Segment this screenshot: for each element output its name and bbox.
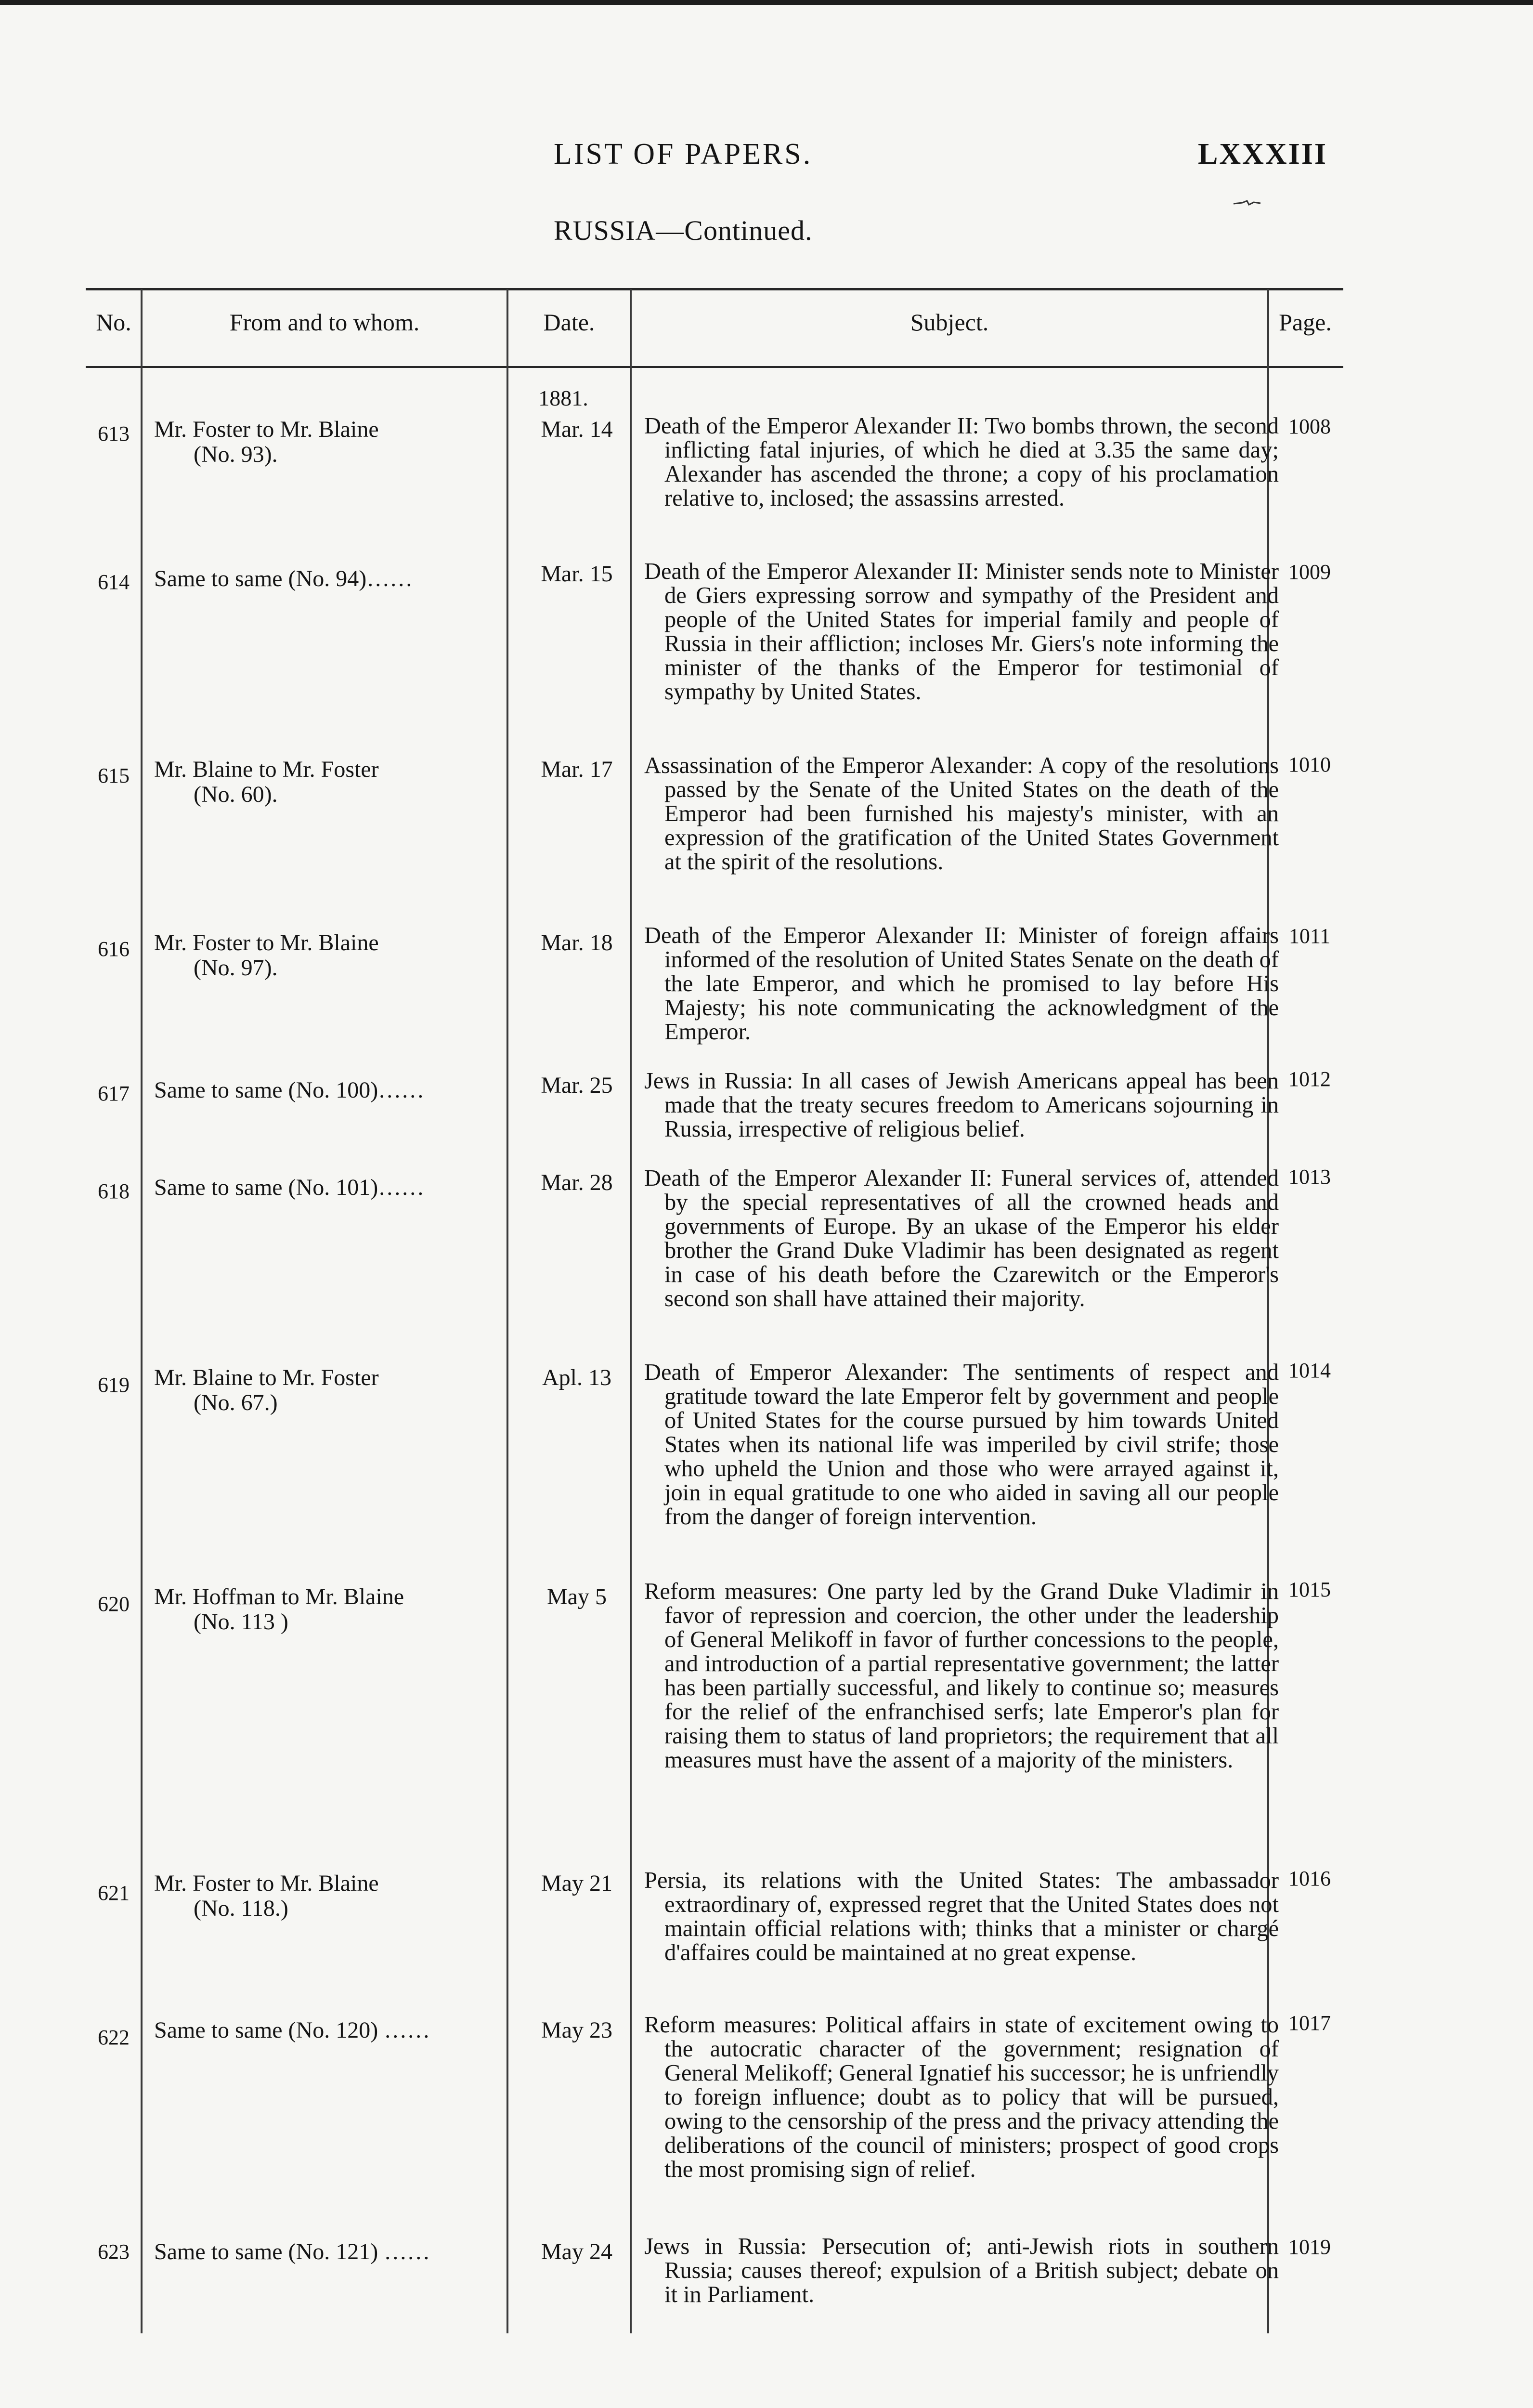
table-top-rule xyxy=(86,288,1343,290)
entry-subject: Jews in Russia: In all cases of Jewish Americans appeal has been made that the treaty secures freedom to Americans sojourning in Russia, irrespective of religious belief. xyxy=(644,1068,1279,1142)
entry-date: May 23 xyxy=(541,2017,612,2043)
entry-correspondents xyxy=(154,1584,501,1635)
entry-subject: Death of the Emperor Alexander II: Two bombs thrown, the second inflicting fatal injuries, of which he died at 3.35 the same day; Alexander has ascended the throne; a copy of his proclamation relative to, inclosed; the assassins arrested. xyxy=(644,413,1279,511)
header-date: Date. xyxy=(543,309,595,336)
correspondents-line: Mr. Blaine to Mr. Foster xyxy=(154,1365,379,1390)
correspondents-line: Same to same (No. 94)…… xyxy=(154,566,413,591)
correspondents-line: Same to same (No. 120) …… xyxy=(154,2017,430,2043)
entry-number: 619 xyxy=(98,1373,130,1397)
entry-page: 1017 xyxy=(1288,2011,1331,2035)
entry-number: 613 xyxy=(98,422,130,445)
entry-page: 1010 xyxy=(1288,753,1331,776)
page-number: LXXXIII xyxy=(1198,138,1328,170)
entry-number: 622 xyxy=(98,2026,130,2049)
entry-date: May 5 xyxy=(547,1584,607,1610)
correspondents-line: Same to same (No. 121) …… xyxy=(154,2239,430,2264)
entry-date: May 24 xyxy=(541,2239,612,2264)
entry-correspondents xyxy=(154,757,501,807)
correspondents-line: Mr. Foster to Mr. Blaine xyxy=(154,930,379,955)
entry-subject: Death of the Emperor Alexander II: Minister of foreign affairs informed of the resolution of United States Senate on the death of the late Emperor, and which he promised to lay before His Majesty; his note communicating the acknowledgment of the Emperor. xyxy=(644,923,1279,1045)
ink-smudge-mark xyxy=(1233,200,1261,207)
entry-correspondents xyxy=(154,1078,501,1103)
entry-number: 621 xyxy=(98,1881,130,1905)
header-page: Page. xyxy=(1279,309,1332,336)
dispatch-number: (No. 113 ) xyxy=(194,1609,288,1635)
year-label: 1881. xyxy=(538,386,588,410)
header-no: No. xyxy=(96,309,131,336)
entry-page: 1008 xyxy=(1288,415,1331,438)
dispatch-number: (No. 97). xyxy=(194,955,278,981)
column-rule-no xyxy=(141,289,143,2333)
dispatch-number: (No. 93). xyxy=(194,442,278,467)
entry-page: 1019 xyxy=(1288,2235,1331,2259)
entry-correspondents xyxy=(154,566,501,591)
correspondents-line: Mr. Blaine to Mr. Foster xyxy=(154,757,379,782)
running-head: LIST OF PAPERS. xyxy=(554,138,813,170)
entry-correspondents xyxy=(154,1871,501,1921)
header-from: From and to whom. xyxy=(229,309,420,336)
entry-date: May 21 xyxy=(541,1871,612,1896)
entry-subject: Death of Emperor Alexander: The sentiments of respect and gratitude toward the late Emperor felt by government and people of United States for the course pursued by him towards United States when its national life was imperiled by civil strife; those who upheld the Union and those who were arrayed against it, join in equal gratitude to one who aided in saving all our people from the danger of foreign intervention. xyxy=(644,1360,1279,1530)
column-rule-date xyxy=(630,289,632,2333)
header-subject: Subject. xyxy=(910,309,989,336)
entry-page: 1009 xyxy=(1288,560,1331,584)
dispatch-number: (No. 60). xyxy=(194,782,278,807)
entry-page: 1015 xyxy=(1288,1578,1331,1601)
entry-number: 623 xyxy=(98,2240,130,2264)
entry-subject: Reform measures: Political affairs in state of excitement owing to the autocratic character of the government; resignation of General Melikoff; General Ignatief his successor; he is unfriendly to foreign influence; doubt as to policy that will be pursued, owing to the censorship of the press and the privacy attending the deliberations of the council of ministers; prospect of good crops the most promising sign of relief. xyxy=(644,2012,1279,2182)
entry-number: 616 xyxy=(98,937,130,961)
entry-date: Mar. 18 xyxy=(541,930,613,955)
entry-correspondents xyxy=(154,930,501,981)
entry-correspondents xyxy=(154,1175,501,1200)
section-title: RUSSIA—Continued. xyxy=(554,215,813,246)
entry-subject: Death of the Emperor Alexander II: Funeral services of, attended by the special representatives of all the crowned heads and governments of Europe. By an ukase of the Emperor his elder brother the Grand Duke Vladimir has been designated as regent in case of his death before the Czarewitch or the Emperor's second son shall have attained their majority. xyxy=(644,1165,1279,1311)
entry-correspondents xyxy=(154,2239,501,2264)
entry-page: 1011 xyxy=(1288,924,1331,948)
table-header-rule xyxy=(86,366,1343,368)
entry-subject: Reform measures: One party led by the Grand Duke Vladimir in favor of repression and coercion, the other under the leadership of General Melikoff in favor of further concessions to the people, and introduction of a partial representative government; the latter has been partially successful, and likely to continue so; measures for the relief of the enfranchised serfs; late Emperor's plan for raising them to status of land proprietors; the requirement that all measures must have the assent of a majority of the ministers. xyxy=(644,1579,1279,1773)
correspondents-line: Mr. Foster to Mr. Blaine xyxy=(154,417,379,442)
entry-page: 1014 xyxy=(1288,1359,1331,1382)
entry-number: 615 xyxy=(98,764,130,787)
entry-page: 1016 xyxy=(1288,1867,1331,1890)
entry-subject: Death of the Emperor Alexander II: Minister sends note to Minister de Giers expressing sorrow and sympathy of the President and people of the United States for imperial family and people of Russia in their affliction; incloses Mr. Giers's note informing the minister of the thanks of the Emperor for testimonial of sympathy by United States. xyxy=(644,559,1279,705)
entry-subject: Persia, its relations with the United States: The ambassador extraordinary of, expressed regret that the United States does not maintain official relations with; thinks that a minister or chargé d'affaires could be maintained at no great expense. xyxy=(644,1868,1279,1965)
entry-number: 617 xyxy=(98,1082,130,1105)
correspondents-line: Same to same (No. 101)…… xyxy=(154,1175,425,1200)
entry-correspondents xyxy=(154,1365,501,1415)
entry-correspondents xyxy=(154,417,501,467)
entry-page: 1012 xyxy=(1288,1067,1331,1091)
entry-date: Mar. 14 xyxy=(541,417,613,442)
entry-date: Mar. 17 xyxy=(541,757,613,782)
correspondents-line: Same to same (No. 100)…… xyxy=(154,1077,425,1103)
entry-page: 1013 xyxy=(1288,1165,1331,1189)
entry-number: 614 xyxy=(98,570,130,594)
entry-date: Mar. 25 xyxy=(541,1073,613,1098)
entry-number: 618 xyxy=(98,1179,130,1203)
entry-subject: Jews in Russia: Persecution of; anti-Jewish riots in southern Russia; causes thereof; expulsion of a British subject; debate on it in Parliament. xyxy=(644,2234,1279,2307)
entry-number: 620 xyxy=(98,1592,130,1616)
page-top-rule xyxy=(0,0,1533,5)
correspondents-line: Mr. Foster to Mr. Blaine xyxy=(154,1871,379,1896)
entry-subject: Assassination of the Emperor Alexander: A copy of the resolutions passed by the Senate of the United States on the death of the Emperor had been furnished his majesty's minister, with an expression of the gratification of the United States Government at the spirit of the resolutions. xyxy=(644,753,1279,875)
dispatch-number: (No. 118.) xyxy=(194,1896,288,1921)
column-rule-from xyxy=(507,289,508,2333)
dispatch-number: (No. 67.) xyxy=(194,1390,278,1415)
entry-date: Mar. 15 xyxy=(541,561,613,587)
correspondents-line: Mr. Hoffman to Mr. Blaine xyxy=(154,1584,404,1610)
entry-correspondents xyxy=(154,2018,501,2043)
entry-date: Apl. 13 xyxy=(542,1365,611,1390)
entry-date: Mar. 28 xyxy=(541,1170,613,1195)
